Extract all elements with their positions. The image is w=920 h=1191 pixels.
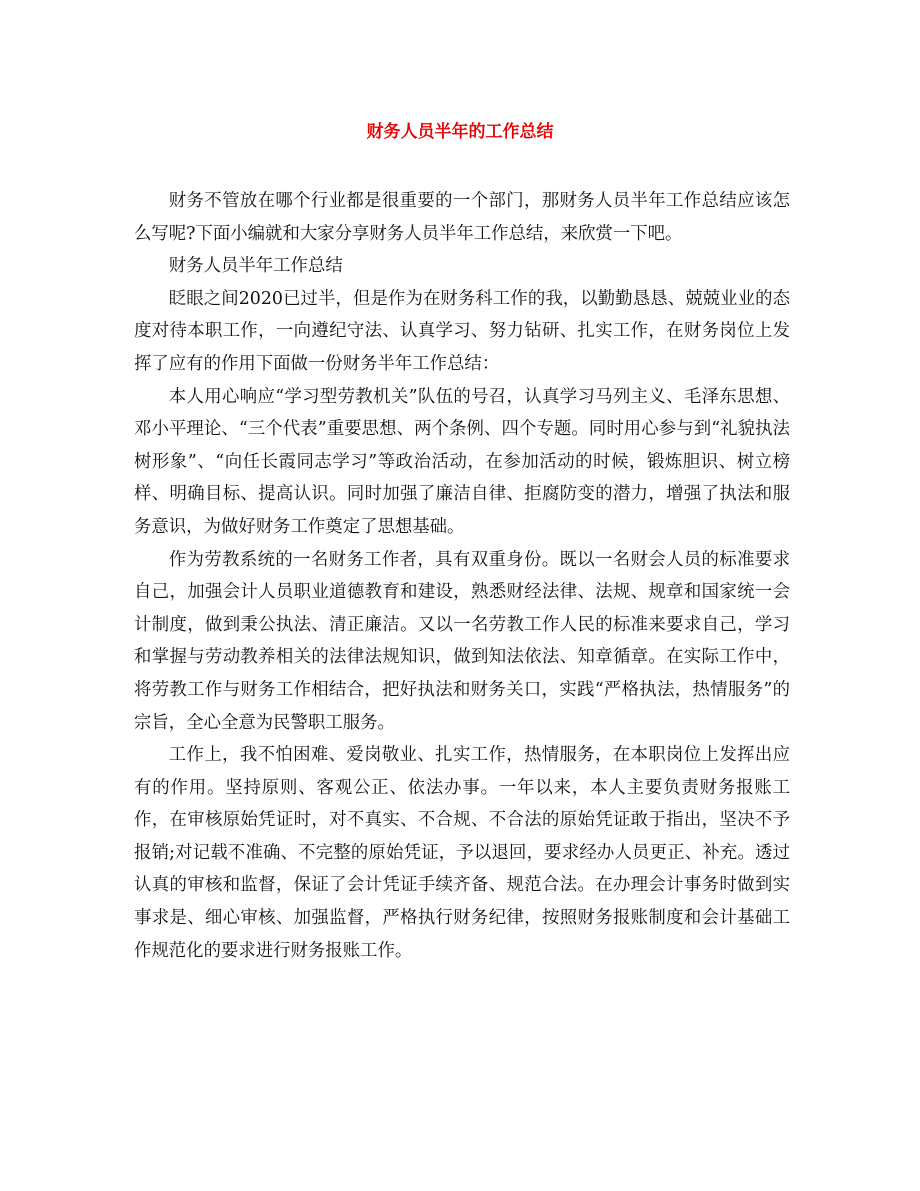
paragraph-work: 工作上，我不怕困难、爱岗敬业、扎实工作，热情服务，在本职岗位上发挥出应有的作用。坚持原则、客观公正、依法办事。一年以来，本人主要负责财务报账工作，在审核原始凭证时，对不真实、不合规、不合法的原始凭证敢于指出，坚决不予报销;对记载不准确、不完整的原始凭证，予以退回，要求经办人员更正、补充。透过认真的审核和监督，保证了会计凭证手续齐备、规范合法。在办理会计事务时做到实事求是、细心审核、加强监督，严格执行财务纪律，按照财务报账制度和会计基础工作规范化的要求进行财务报账工作。 [134,745,790,961]
paragraph-identity: 作为劳教系统的一名财务工作者，具有双重身份。既以一名财会人员的标准要求自己，加强会计人员职业道德教育和建设，熟悉财经法律、法规、规章和国家统一会计制度，做到秉公执法、清正廉洁。又以一名劳教工作人民的标准来要求自己，学习和掌握与劳动教养相关的法律法规知识，做到知法依法、知章循章。在实际工作中，将劳教工作与财务工作相结合，把好执法和财务关口，实践“严格执法，热情服务”的宗旨，全心全意为民警职工服务。 [134,549,790,733]
paragraph-overview: 眨眼之间2020已过半，但是作为在财务科工作的我，以勤勤恳恳、兢兢业业的态度对待本职工作，一向遵纪守法、认真学习、努力钻研、扎实工作，在财务岗位上发挥了应有的作用下面做一份财务半年工作总结： [134,288,790,374]
document-body [134,185,790,967]
document-title: 财务人员半年的工作总结 [366,122,554,142]
paragraph-subheading: 财务人员半年工作总结 [168,256,343,277]
paragraph-intro: 财务不管放在哪个行业都是很重要的一个部门，那财务人员半年工作总结应该怎么写呢?下面小编就和大家分享财务人员半年工作总结，来欣赏一下吧。 [134,191,790,244]
paragraph-study: 本人用心响应“学习型劳教机关”队伍的号召，认真学习马列主义、毛泽东思想、邓小平理论、“三个代表”重要思想、两个条例、四个专题。同时用心参与到“礼貌执法树形象”、“向任长霞同志学习”等政治活动，在参加活动的时候，锻炼胆识、树立榜样、明确目标、提高认识。同时加强了廉洁自律、拒腐防变的潜力，增强了执法和服务意识，为做好财务工作奠定了思想基础。 [134,386,790,537]
